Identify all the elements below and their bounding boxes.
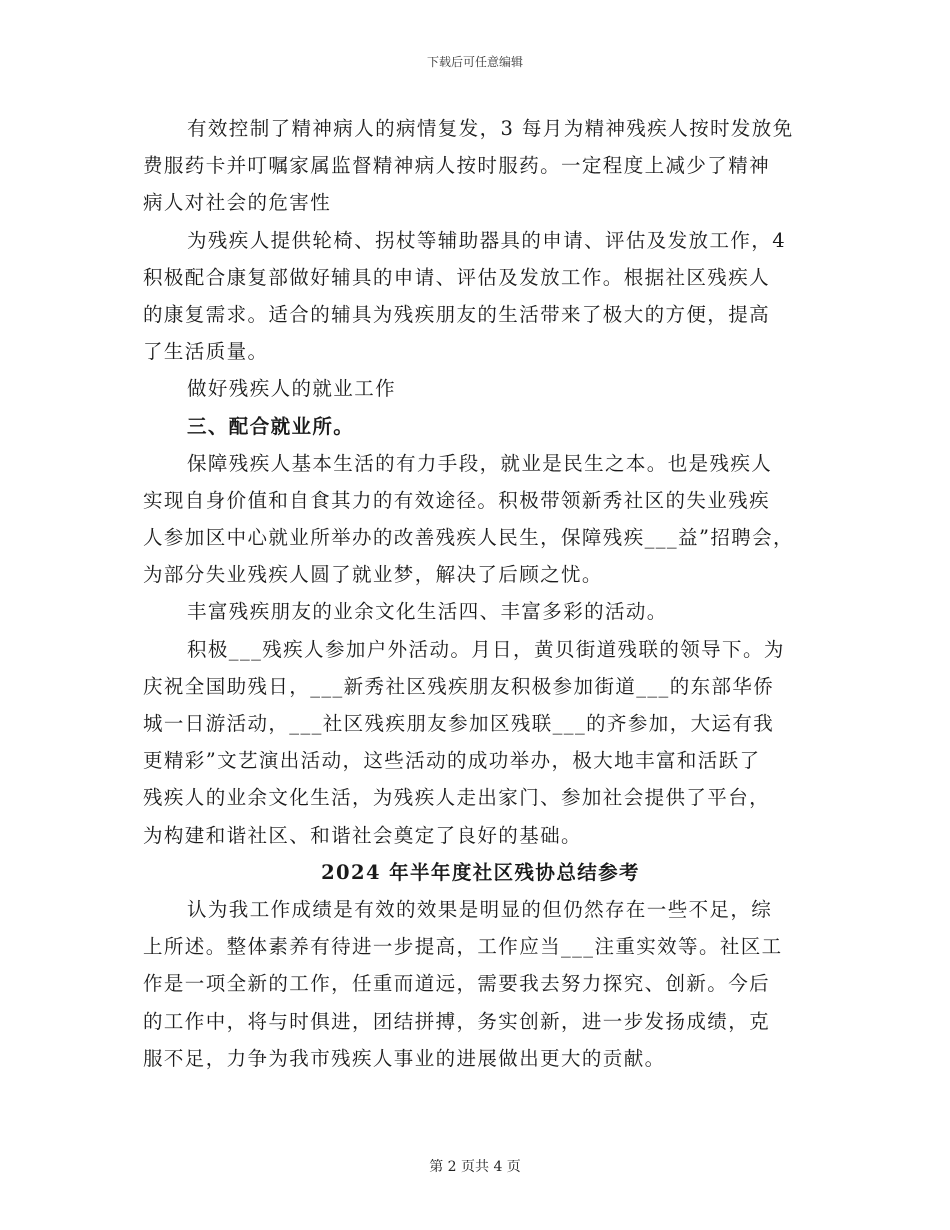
text-line: 丰富残疾朋友的业余文化生活四、丰富多彩的活动。 (187, 600, 668, 624)
page-header: 下载后可任意编辑 (426, 55, 523, 69)
text-line: 服不足，力争为我市残疾人事业的进展做出更大的贡献。 (143, 1046, 666, 1070)
text-line: 的康复需求。适合的辅具为残疾朋友的生活带来了极大的方便，提高 (143, 302, 771, 326)
text-line: 为残疾人提供轮椅、拐杖等辅助器具的申请、评估及发放工作，4 (187, 228, 787, 252)
text-line: 做好残疾人的就业工作 (187, 377, 397, 401)
text-line: 上所述。整体素养有待进一步提高，工作应当___注重实效等。社区工 (143, 935, 783, 959)
text-line: 费服药卡并叮嘱家属监督精神病人按时服药。一定程度上减少了精神 (143, 154, 771, 178)
text-line: 实现自身价值和自食其力的有效途径。积极带领新秀社区的失业残疾 (143, 488, 771, 512)
text-line: 庆祝全国助残日，___新秀社区残疾朋友积极参加街道___的东部华侨 (143, 674, 775, 698)
page-footer: 第 2 页共 4 页 (429, 1159, 521, 1175)
text-line: 的工作中，将与时俱进，团结拼搏，务实创新，进一步发扬成绩，克 (143, 1009, 771, 1033)
text-line: 病人对社会的危害性 (143, 191, 332, 215)
document-body (143, 110, 818, 1077)
text-line: 残疾人的业余文化生活，为残疾人走出家门、参加社会提供了平台， (143, 786, 771, 810)
text-line: 有效控制了精神病人的病情复发，3 每月为精神残疾人按时发放免 (187, 117, 794, 140)
text-line: 积极___残疾人参加户外活动。月日，黄贝街道残联的领导下。为 (187, 637, 785, 661)
section-heading: 三、配合就业所。 (187, 414, 355, 438)
text-line: 更精彩”文艺演出活动，这些活动的成功举办，极大地丰富和活跃了 (143, 749, 761, 773)
text-line: 为构建和谐社区、和谐社会奠定了良好的基础。 (143, 823, 582, 847)
text-line: 人参加区中心就业所举办的改善残疾人民生，保障残疾___益”招聘会， (143, 526, 794, 550)
text-line: 积极配合康复部做好辅具的申请、评估及发放工作。根据社区残疾人 (143, 265, 771, 289)
text-line: 保障残疾人基本生活的有力手段，就业是民生之本。也是残疾人 (187, 451, 773, 475)
text-line: 城一日游活动，___社区残疾朋友参加区残联___的齐参加，大运有我 (143, 712, 775, 735)
section-title: 2024 年半年度社区残协总结参考 (321, 860, 640, 884)
text-line: 了生活质量。 (143, 340, 269, 364)
text-line: 作是一项全新的工作，任重而道远，需要我去努力探究、创新。今后 (143, 972, 771, 996)
text-line: 认为我工作成绩是有效的效果是明显的但仍然存在一些不足，综 (187, 897, 773, 921)
text-line: 为部分失业残疾人圆了就业梦，解决了后顾之忧。 (143, 563, 603, 587)
